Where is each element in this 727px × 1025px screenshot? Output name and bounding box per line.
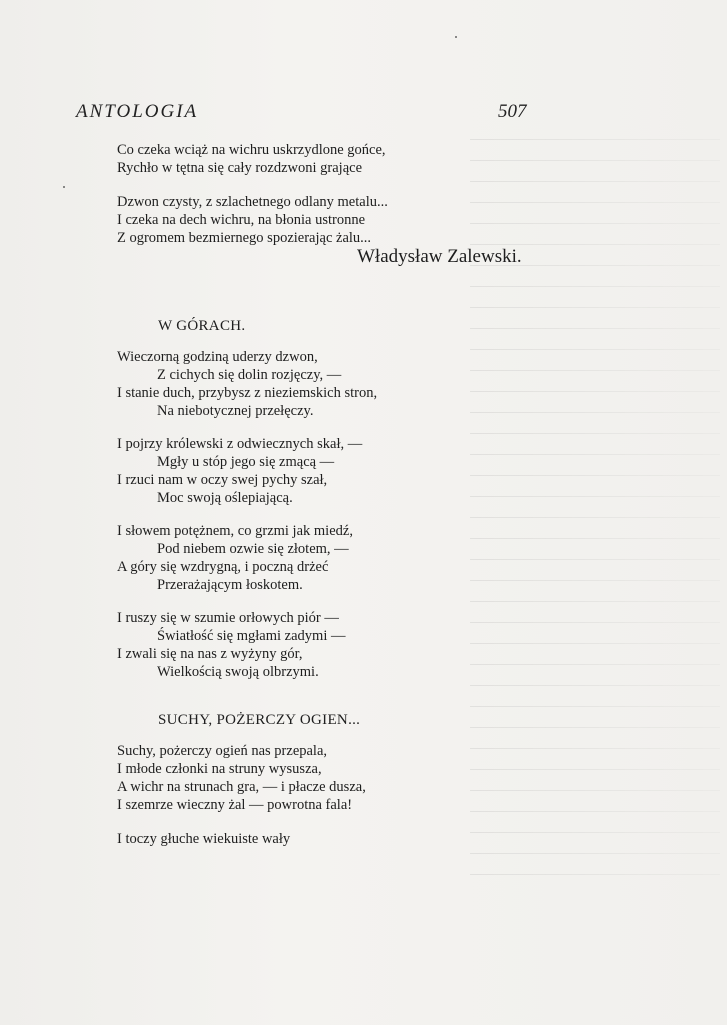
poem-line: Moc swoją oślepiającą.: [157, 490, 293, 506]
poem-title: SUCHY, POŻERCZY OGIEN...: [158, 712, 361, 728]
poem-line: I rzuci nam w oczy swej pychy szał,: [117, 472, 328, 488]
poem-line: A góry się wzdrygną, i poczną drżeć: [117, 559, 329, 575]
poem-line: I ruszy się w szumie orłowych piór —: [117, 610, 339, 626]
poem-title: W GÓRACH.: [158, 318, 246, 334]
author-signature: Władysław Zalewski.: [357, 246, 522, 267]
poem-line: I czeka na dech wichru, na błonia ustronne: [117, 212, 366, 228]
poem-line: Światłość się mgłami zadymi —: [157, 628, 346, 644]
poem-line: Mgły u stóp jego się zmącą —: [157, 454, 335, 470]
poem-line: I pojrzy królewski z odwiecznych skał, —: [117, 436, 363, 452]
poem-line: I stanie duch, przybysz z nieziemskich stron,: [117, 385, 378, 401]
poem-line: A wichr na strunach gra, — i płacze dusza,: [117, 779, 366, 795]
poem-line: I szemrze wieczny żal — powrotna fala!: [117, 797, 353, 813]
poem-line: Wielkością swoją olbrzymi.: [157, 664, 319, 680]
poem-line: I młode członki na struny wysusza,: [117, 761, 322, 777]
poem-line: I słowem potężnem, co grzmi jak miedź,: [117, 523, 353, 539]
show-through-texture: [470, 125, 720, 885]
paper-speck: [63, 186, 65, 188]
paper-speck: [455, 36, 457, 38]
poem-line: Rychło w tętna się cały rozdzwoni grające: [117, 160, 363, 176]
poem-line: Na niebotycznej przełęczy.: [157, 403, 314, 419]
poem-line: Dzwon czysty, z szlachetnego odlany metalu...: [117, 194, 388, 210]
running-title: ANTOLOGIA: [76, 101, 199, 122]
poem-line: Przerażającym łoskotem.: [157, 577, 303, 593]
poem-line: Pod niebem ozwie się złotem, —: [157, 541, 349, 557]
poem-line: I toczy głuche wiekuiste wały: [117, 831, 291, 847]
poem-line: Wieczorną godziną uderzy dzwon,: [117, 349, 318, 365]
poem-line: Z ogromem bezmiernego spozierając żalu...: [117, 230, 372, 246]
poem-line: Z cichych się dolin rozjęczy, —: [157, 367, 342, 383]
page-number: 507: [498, 101, 527, 122]
poem-line: Suchy, pożerczy ogień nas przepala,: [117, 743, 328, 759]
poem-line: Co czeka wciąż na wichru uskrzydlone gońce,: [117, 142, 386, 158]
poem-line: I zwali się na nas z wyżyny gór,: [117, 646, 303, 662]
